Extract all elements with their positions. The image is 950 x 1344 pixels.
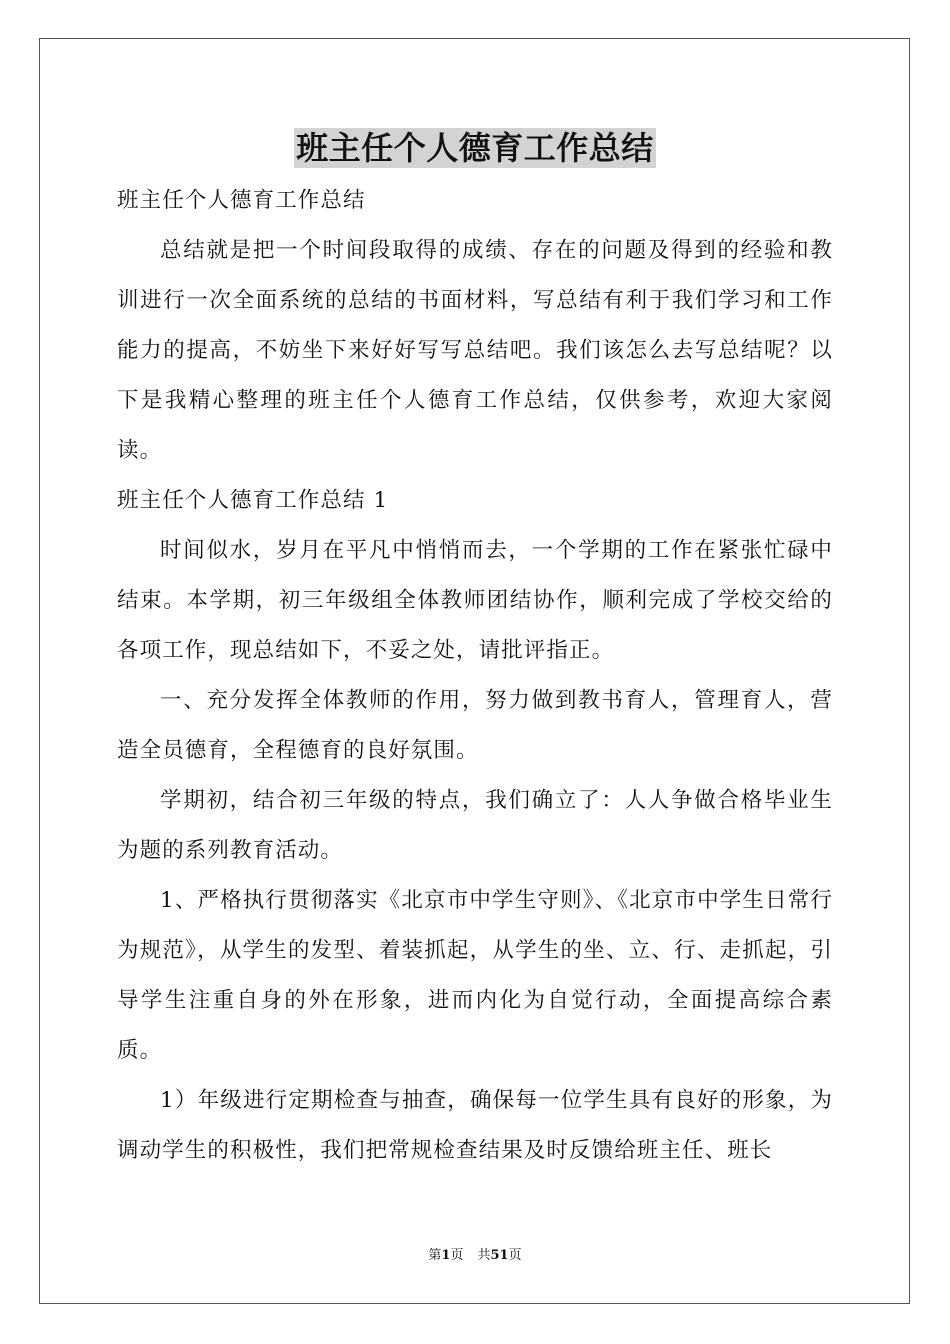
body-paragraph: 学期初，结合初三年级的特点，我们确立了：人人争做合格毕业生为题的系列教育活动。 (117, 788, 833, 863)
page-footer (0, 1247, 950, 1265)
body-paragraph: 一、充分发挥全体教师的作用，努力做到教书育人，管理育人，营造全员德育，全程德育的良好氛围。 (117, 688, 833, 763)
total-pages-label: 共51页 (477, 1248, 522, 1263)
section-heading: 班主任个人德育工作总结 1 (117, 488, 389, 513)
document-title-text: 班主任个人德育工作总结 (296, 129, 654, 167)
page-number-label: 第1页 (428, 1248, 464, 1263)
body-paragraph: 1、严格执行贯彻落实《北京市中学生守则》、《北京市中学生日常行为规范》，从学生的发型、着装抓起，从学生的坐、立、行、走抓起，引导学生注重自身的外在形象，进而内化为自觉行动，全面提高综合素质。 (117, 888, 833, 1063)
body-paragraph: 总结就是把一个时间段取得的成绩、存在的问题及得到的经验和教训进行一次全面系统的总结的书面材料，写总结有利于我们学习和工作能力的提高，不妨坐下来好好写写总结吧。我们该怎么去写总结呢？以下是我精心整理的班主任个人德育工作总结，仅供参考，欢迎大家阅读。 (117, 238, 833, 463)
section-heading: 班主任个人德育工作总结 (117, 188, 366, 213)
body-paragraph: 1）年级进行定期检查与抽查，确保每一位学生具有良好的形象，为调动学生的积极性，我们把常规检查结果及时反馈给班主任、班长 (117, 1088, 833, 1163)
document-body (117, 176, 833, 1176)
document-title (0, 128, 950, 168)
body-paragraph: 时间似水，岁月在平凡中悄悄而去，一个学期的工作在紧张忙碌中结束。本学期，初三年级组全体教师团结协作，顺利完成了学校交给的各项工作，现总结如下，不妥之处，请批评指正。 (117, 538, 833, 663)
